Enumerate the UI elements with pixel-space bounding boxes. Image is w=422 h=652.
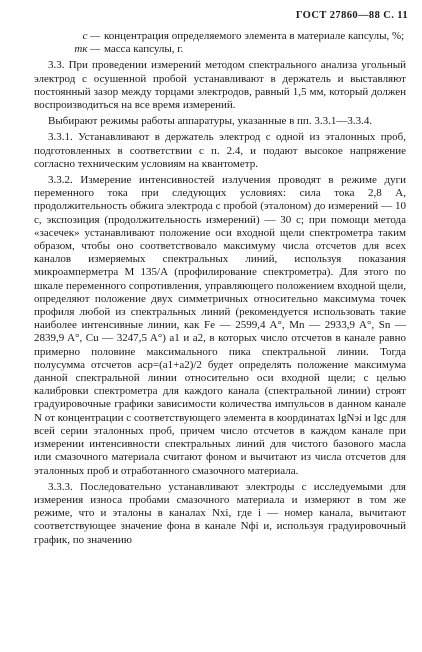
- definition-item: [68, 30, 406, 43]
- document-body: [34, 30, 406, 550]
- paragraph-3-3-2: 3.3.2. Измерение интенсивностей излучения проводят в режиме дуги переменного тока при следующих условиях: сила тока 2,8 А, продолжительность обжига электрода с пробой (эталоном) до измерений — 10 с, экспозиция (продолжительность измерений) — 30 с; при помощи метода «засечек» устанавливают положение оси входной щели спектрометра таким образом, чтобы оно соответствовало максимуму числа отсчетов для всех каналов измеряемых спектральных линий, используя показания микроамперметра М 135/А (профилирование спектрометра). Для этого по шкале переменного сопротивления, управляющего положением входной щели, определяют положение двух симметричных относительно максимума точек профиля любой из спектральных линий (рекомендуется использовать такие наиболее интенсивные линии, как Fe — 2599,4 A°, Mn — 2933,9 A°, Sn — 2839,9 A°, Cu — 3247,5 A°) a1 и a2, в которых число отсчетов в канале равно примерно половине максимального пика спектральной линии. Тогда полусумма отсчетов aср=(a1+a2)/2 будет определять положение максимума данной спектральной линии относительно оси входной щели; с целью калибровки спектрометра для каждого канала (спектральной линии) строят градуировочные графики зависимости количества импульсов в данном канале N от концентрации с соответствующего элемента в координатах lgNэi и lgc для всей серии эталонных проб, причем число отсчетов в каждом канале при измерении интенсивности спектральных линий для чистого базового масла или смазочного материала считают фоном и вычитают из числа отсчетов для эталонных проб и отработанного смазочного материала.: [34, 174, 406, 477]
- page-header: ГОСТ 27860—88 С. 11: [295, 10, 408, 21]
- paragraph-3-3-3: 3.3.3. Последовательно устанавливают электроды с исследуемыми для измерения износа пробами смазочного материала и измеряют в том же режиме, что и эталоны в каналах Nxi, где i — номер канала, вычитают соответствующее значение фона в канале Nфi и, используя градуировочный график, по значению: [34, 480, 406, 546]
- definition-text: концентрация определяемого элемента в материале капсулы, %;: [104, 30, 405, 42]
- definitions-list: [68, 30, 406, 56]
- paragraph-3-3: 3.3. При проведении измерений методом спектрального анализа угольный электрод с осушенной пробой устанавливают в держатель и выставляют постоянный зазор между торцами электродов, равный 1,5 мм, который должен воспроизводиться на все время измерений.: [34, 59, 406, 112]
- definition-item: [68, 43, 406, 56]
- definition-text: масса капсулы, г.: [104, 43, 184, 56]
- paragraph-3-3-1: 3.3.1. Устанавливают в держатель электрод с одной из эталонных проб, подготовленных в соответствии с п. 2.4, и подают высокое напряжение согласно техническим условиям на квантометр.: [34, 131, 406, 170]
- paragraph-modes: Выбирают режимы работы аппаратуры, указанные в пп. 3.3.1—3.3.4.: [48, 115, 373, 128]
- definition-symbol: mк —: [74, 43, 100, 56]
- definition-symbol: c —: [82, 30, 100, 42]
